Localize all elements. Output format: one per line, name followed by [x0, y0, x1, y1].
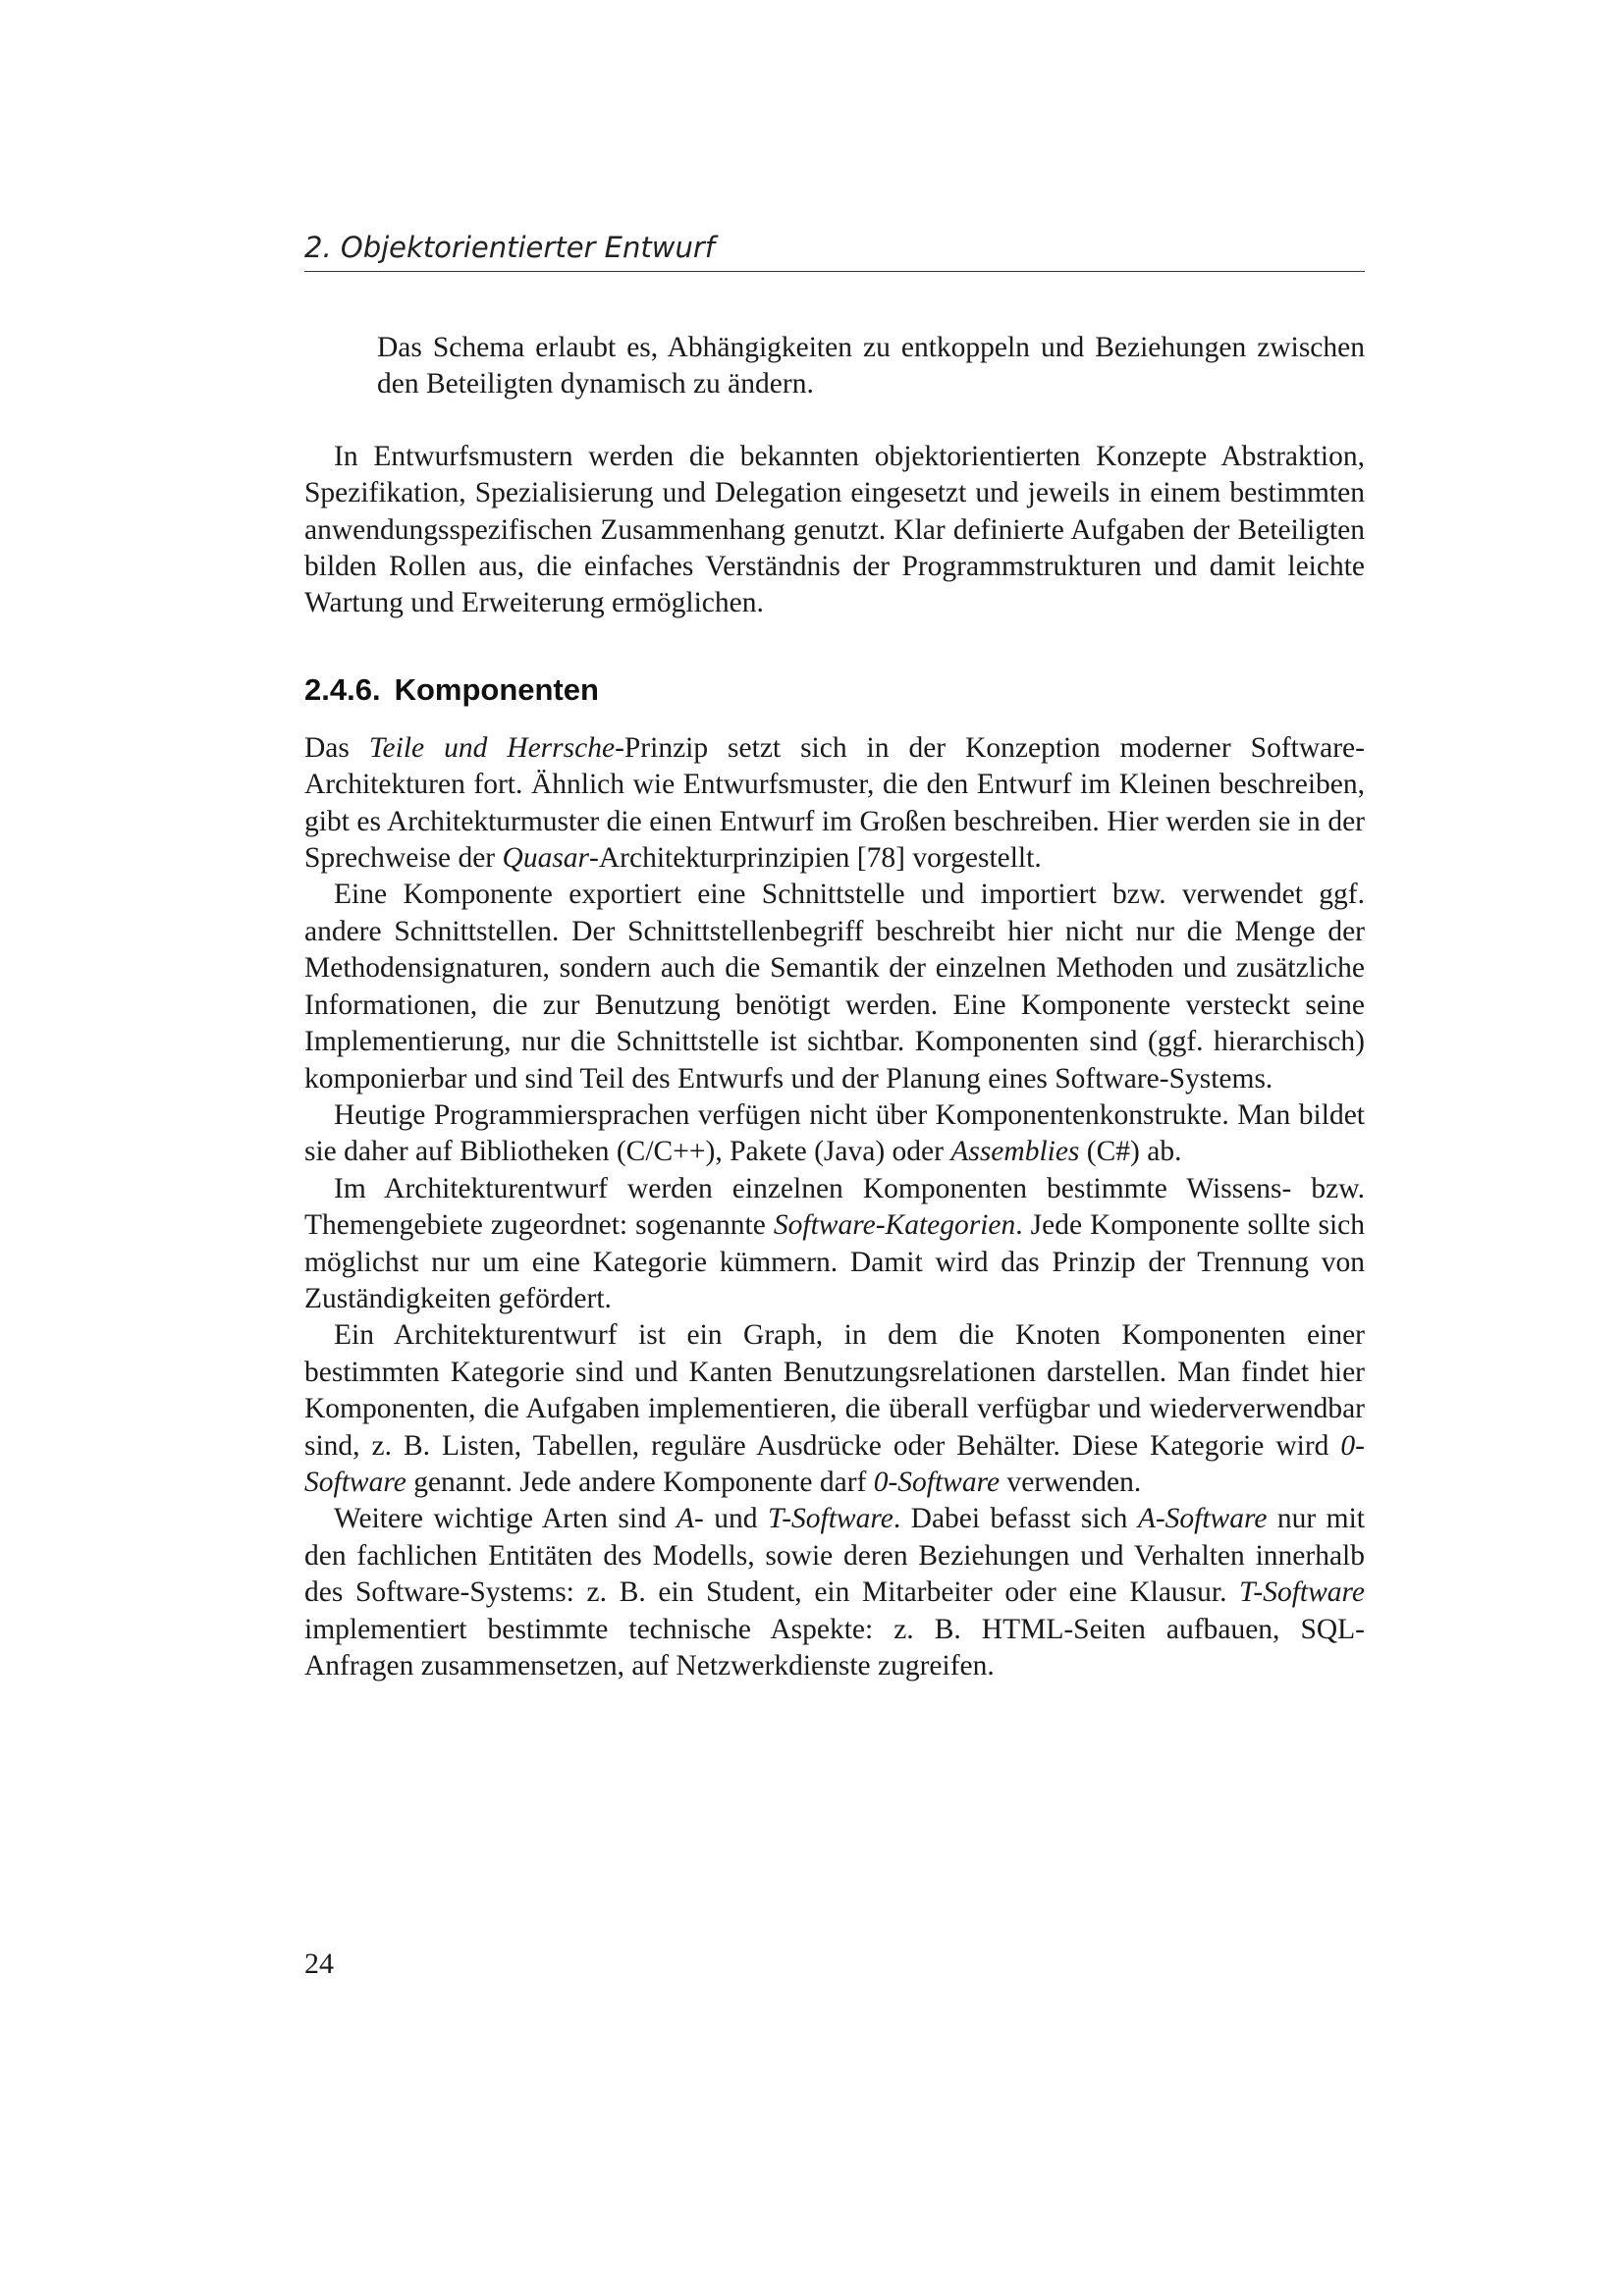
paragraph-komponente-schnittstelle: Eine Komponente exportiert eine Schnittstelle und importiert bzw. verwendet ggf. andere Schnittstellen. Der Schnittstellenbegriff beschreibt hier nicht nur die Menge der Methodensignaturen, sondern auch die Semantik der einzelnen Methoden und zusätzliche Informationen, die zur Benutzung benötigt werden. Eine Komponente versteckt seine Implementierung, nur die Schnittstelle ist sichtbar. Komponenten sind (ggf. hierarchisch) komponierbar und sind Teil des Entwurfs und der Planung eines Software-Systems. — [304, 879, 1365, 1095]
section-number: 2.4.6. — [304, 671, 381, 707]
section-heading — [304, 671, 1365, 709]
paragraph-architekturentwurf-graph: Ein Architekturentwurf ist ein Graph, in dem die Knoten Komponenten einer bestimmten Kategorie sind und Kanten Benutzungsrelationen darstellen. Man findet hier Komponenten, die Aufgaben implementieren, die überall verfügbar und wiederverwendbar sind, z. B. Listen, Tabellen, reguläre Ausdrücke oder Behälter. Diese Kategorie wird 0-Software genannt. Jede andere Komponente darf 0-Software verwenden. — [304, 1319, 1365, 1498]
paragraph-a-und-t-software: Weitere wichtige Arten sind A- und T-Software. Dabei befasst sich A-Software nur mit den fachlichen Entitäten des Modells, sowie deren Beziehungen und Verhalten innerhalb des Software-Systems: z. B. ein Student, ein Mitarbeiter oder eine Klausur. T-Software implementiert bestimmte technische Aspekte: z. B. HTML-Seiten aufbauen, SQL-Anfragen zusammensetzen, auf Netzwerkdienste zugreifen. — [304, 1503, 1365, 1682]
paragraph-software-kategorien: Im Architekturentwurf werden einzelnen Komponenten bestimmte Wissens- bzw. Themengebiete zugeordnet: sogenannte Software-Kategorien. Jede Komponente sollte sich möglichst nur um eine Kategorie kümmern. Damit wird das Prinzip der Trennung von Zuständigkeiten gefördert. — [304, 1172, 1365, 1314]
paragraph-teile-und-herrsche: Das Teile und Herrsche-Prinzip setzt sich in der Konzeption moderner Software-Architekturen fort. Ähnlich wie Entwurfsmuster, die den Entwurf im Kleinen beschreiben, gibt es Architekturmuster die einen Entwurf im Großen beschreiben. Hier werden sie in der Sprechweise der Quasar-Architekturprinzipien [78] vorgestellt. — [304, 731, 1365, 875]
body-text — [304, 330, 1365, 1684]
header-rule — [304, 271, 1365, 272]
quote-paragraph: Das Schema erlaubt es, Abhängigkeiten zu entkoppeln und Beziehungen zwischen den Beteiligten dynamisch zu ändern. — [377, 332, 1365, 400]
page-number: 24 — [304, 1948, 334, 1980]
intro-paragraph: In Entwurfsmustern werden die bekannten objektorientierten Konzepte Abstraktion, Spezifikation, Spezialisierung und Delegation eingesetzt und jeweils in einem bestimmten anwendungsspezifischen Zusammenhang genutzt. Klar definierte Aufgaben der Beteiligten bilden Rollen aus, die einfaches Verständnis der Programmstrukturen und damit leichte Wartung und Erweiterung ermöglichen. — [304, 440, 1365, 619]
section-title: Komponenten — [394, 671, 599, 707]
paragraph-programmiersprachen: Heutige Programmiersprachen verfügen nicht über Komponentenkonstrukte. Man bildet sie daher auf Bibliotheken (C/C++), Pakete (Java) oder Assemblies (C#) ab. — [304, 1098, 1365, 1168]
running-head: 2. Objektorientierter Entwurf — [304, 231, 715, 264]
